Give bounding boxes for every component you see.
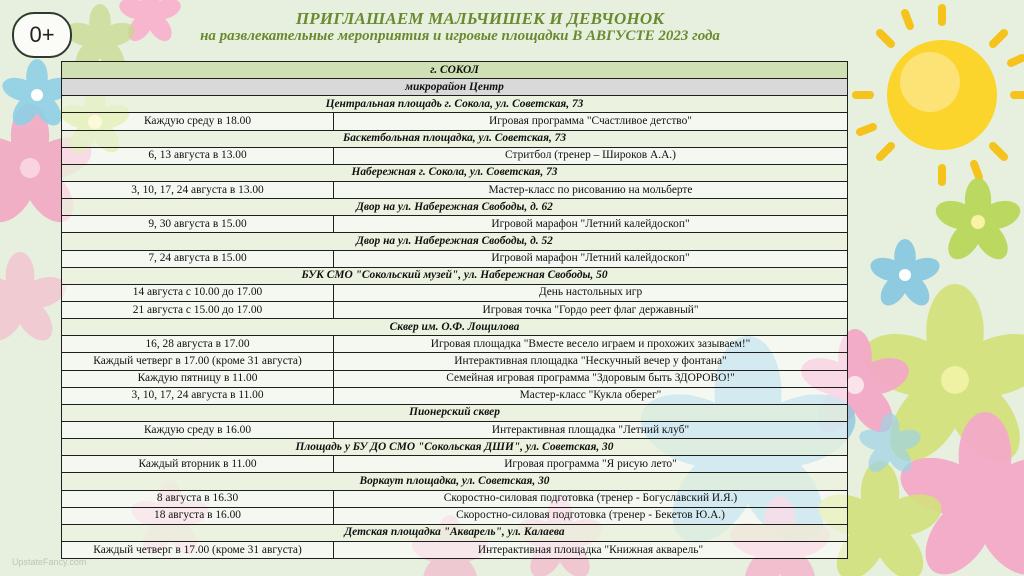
- event-row: [62, 370, 848, 387]
- watermark: UpstateFancy.com: [12, 557, 87, 567]
- venue-name: Сквер им. О.Ф. Лощилова: [62, 319, 848, 336]
- event-time: Каждую пятницу в 11.00: [62, 370, 334, 387]
- event-title: Интерактивная площадка "Нескучный вечер у фонтана": [334, 353, 848, 370]
- event-title: Игровой марафон "Летний калейдоскоп": [334, 250, 848, 267]
- event-time: Каждый четверг в 17.00 (кроме 31 августа): [62, 541, 334, 558]
- event-time: 21 августа с 15.00 до 17.00: [62, 301, 334, 318]
- event-time: Каждый четверг в 17.00 (кроме 31 августа): [62, 353, 334, 370]
- event-title: Интерактивная площадка "Летний клуб": [334, 421, 848, 438]
- event-row: [62, 113, 848, 130]
- venue-row: [62, 319, 848, 336]
- event-row: [62, 507, 848, 524]
- event-time: 7, 24 августа в 15.00: [62, 250, 334, 267]
- event-row: [62, 250, 848, 267]
- event-row: [62, 181, 848, 198]
- venue-name: Пионерский сквер: [62, 404, 848, 421]
- venue-name: Двор на ул. Набережная Свободы, д. 62: [62, 199, 848, 216]
- event-title: Игровая площадка "Вместе весело играем и прохожих зазываем!": [334, 336, 848, 353]
- event-title: Мастер-класс "Кукла оберег": [334, 387, 848, 404]
- event-row: [62, 284, 848, 301]
- venue-row: [62, 267, 848, 284]
- event-row: [62, 353, 848, 370]
- age-rating-badge: 0+: [12, 12, 72, 58]
- event-row: [62, 216, 848, 233]
- venue-name: Воркаут площадка, ул. Советская, 30: [62, 473, 848, 490]
- event-time: Каждую среду в 18.00: [62, 113, 334, 130]
- venue-name: Детская площадка "Акварель", ул. Калаева: [62, 524, 848, 541]
- venue-row: [62, 199, 848, 216]
- event-title: Игровой марафон "Летний калейдоскоп": [334, 216, 848, 233]
- event-title: Игровая точка "Гордо реет флаг державный": [334, 301, 848, 318]
- event-time: 9, 30 августа в 15.00: [62, 216, 334, 233]
- event-time: 8 августа в 16.30: [62, 490, 334, 507]
- event-title: Игровая программа "Счастливое детство": [334, 113, 848, 130]
- event-time: 3, 10, 17, 24 августа в 11.00: [62, 387, 334, 404]
- venue-row: [62, 404, 848, 421]
- venue-name: Двор на ул. Набережная Свободы, д. 52: [62, 233, 848, 250]
- city-name: г. СОКОЛ: [62, 62, 848, 79]
- event-title: Семейная игровая программа "Здоровым быть ЗДОРОВО!": [334, 370, 848, 387]
- page-title: ПРИГЛАШАЕМ МАЛЬЧИШЕК И ДЕВЧОНОК: [295, 9, 665, 28]
- event-title: Мастер-класс по рисованию на мольберте: [334, 181, 848, 198]
- city-row: [62, 62, 848, 79]
- event-row: [62, 456, 848, 473]
- venue-row: [62, 164, 848, 181]
- event-row: [62, 541, 848, 558]
- venue-row: [62, 439, 848, 456]
- event-row: [62, 421, 848, 438]
- event-row: [62, 336, 848, 353]
- event-time: 16, 28 августа в 17.00: [62, 336, 334, 353]
- event-title: Стритбол (тренер – Широков А.А.): [334, 147, 848, 164]
- venue-row: [62, 473, 848, 490]
- event-time: Каждый вторник в 11.00: [62, 456, 334, 473]
- event-title: Скоростно-силовая подготовка (тренер - Бекетов Ю.А.): [334, 507, 848, 524]
- event-row: [62, 387, 848, 404]
- event-title: Скоростно-силовая подготовка (тренер - Богуславский И.Я.): [334, 490, 848, 507]
- event-title: День настольных игр: [334, 284, 848, 301]
- venue-name: Баскетбольная площадка, ул. Советская, 73: [62, 130, 848, 147]
- schedule-table: [61, 61, 848, 559]
- event-row: [62, 147, 848, 164]
- sun-icon: [856, 8, 1024, 182]
- venue-row: [62, 96, 848, 113]
- event-time: 18 августа в 16.00: [62, 507, 334, 524]
- district-name: микрорайон Центр: [62, 79, 848, 96]
- venue-name: Площадь у БУ ДО СМО "Сокольская ДШИ", ул. Советская, 30: [62, 439, 848, 456]
- district-row: [62, 79, 848, 96]
- venue-row: [62, 524, 848, 541]
- venue-name: БУК СМО "Сокольский музей", ул. Набережная Свободы, 50: [62, 267, 848, 284]
- event-time: 14 августа с 10.00 до 17.00: [62, 284, 334, 301]
- venue-name: Центральная площадь г. Сокола, ул. Советская, 73: [62, 96, 848, 113]
- event-title: Интерактивная площадка "Книжная акварель": [334, 541, 848, 558]
- venue-row: [62, 130, 848, 147]
- venue-row: [62, 233, 848, 250]
- event-time: 6, 13 августа в 13.00: [62, 147, 334, 164]
- event-time: Каждую среду в 16.00: [62, 421, 334, 438]
- event-time: 3, 10, 17, 24 августа в 13.00: [62, 181, 334, 198]
- event-title: Игровая программа "Я рисую лето": [334, 456, 848, 473]
- venue-name: Набережная г. Сокола, ул. Советская, 73: [62, 164, 848, 181]
- event-row: [62, 301, 848, 318]
- page-subtitle: на развлекательные мероприятия и игровые площадки В АВГУСТЕ 2023 года: [200, 28, 720, 44]
- event-row: [62, 490, 848, 507]
